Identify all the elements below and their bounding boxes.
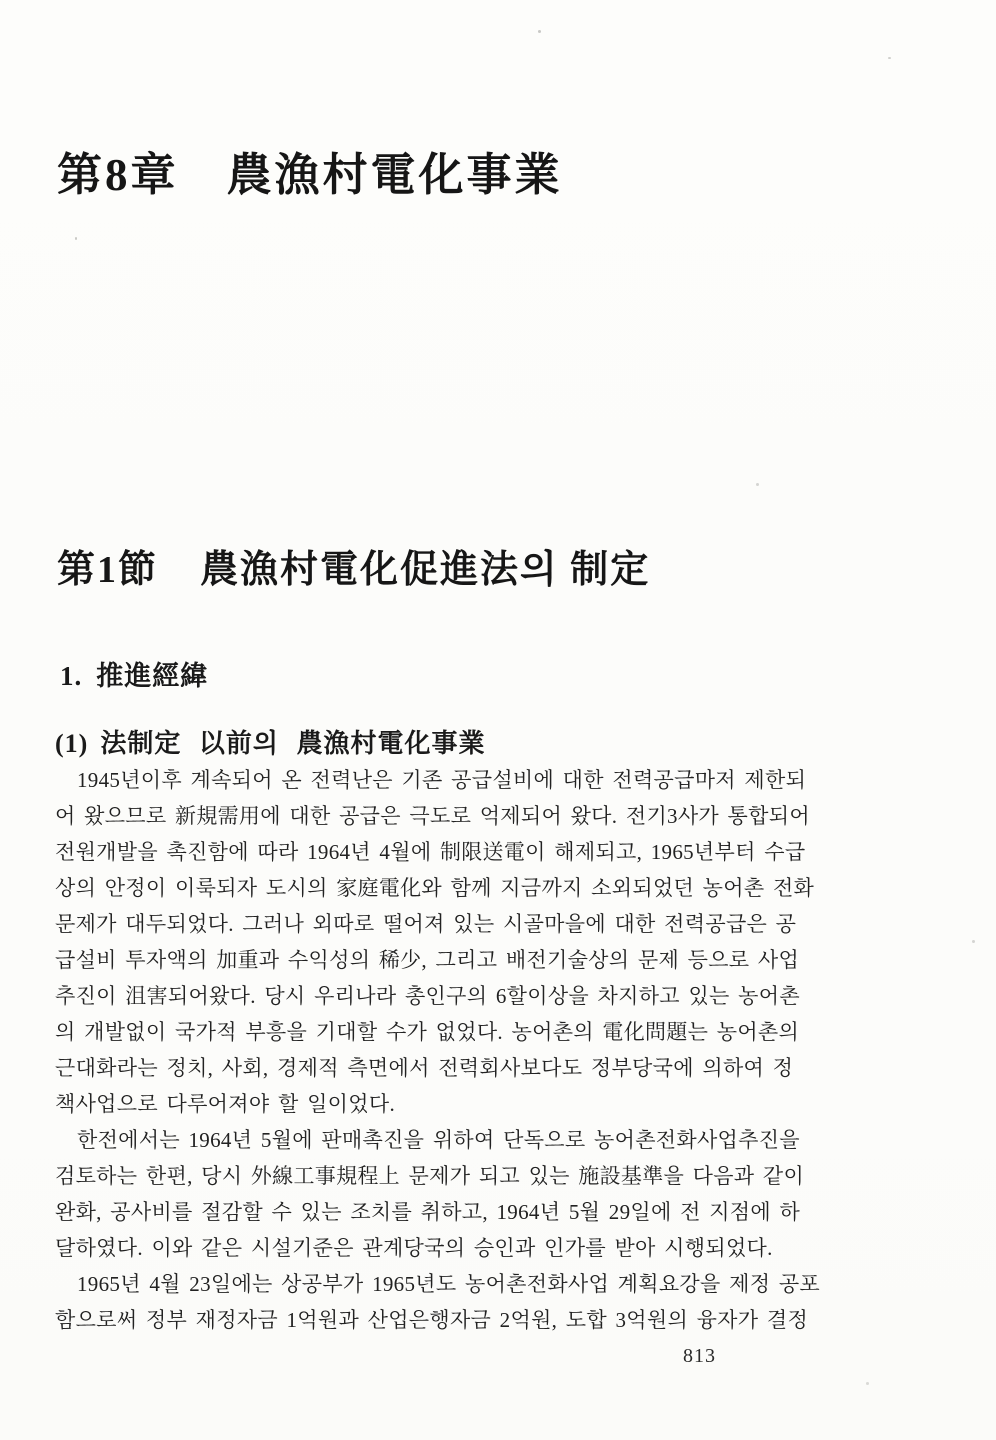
scan-speck bbox=[538, 30, 541, 33]
scan-speck bbox=[756, 483, 759, 486]
subsubsection-title: 法制定 以前의 農漁村電化事業 bbox=[100, 729, 486, 758]
subsubsection-heading bbox=[55, 723, 485, 760]
subsubsection-number: (1) bbox=[55, 729, 89, 758]
body-line: 한전에서는 1964년 5월에 판매촉진을 위하여 단독으로 농어촌전화사업추진을 bbox=[77, 1128, 800, 1152]
body-text bbox=[55, 762, 951, 1338]
subsection-title: 推進經緯 bbox=[96, 661, 209, 691]
page-number: 813 bbox=[683, 1345, 716, 1367]
body-line: 전원개발을 촉진함에 따라 1964년 4월에 制限送電이 해제되고, 1965년부터 수급 bbox=[55, 840, 806, 864]
section-title: 農漁村電化促進法의 制定 bbox=[200, 549, 651, 591]
body-paragraph bbox=[55, 762, 951, 1122]
body-line: 급설비 투자액의 加重과 수익성의 稀少, 그리고 배전기술상의 문제 등으로 사업 bbox=[55, 948, 800, 972]
body-line: 추진이 沮害되어왔다. 당시 우리나라 총인구의 6할이상을 차지하고 있는 농어촌 bbox=[55, 984, 800, 1008]
scan-speck bbox=[888, 57, 891, 59]
section-number: 第1節 bbox=[57, 549, 159, 591]
body-line: 1965년 4월 23일에는 상공부가 1965년도 농어촌전화사업 계획요강을 제정 공포 bbox=[77, 1272, 821, 1296]
body-paragraph bbox=[55, 1266, 951, 1338]
body-line: 어 왔으므로 新規需用에 대한 공급은 극도로 억제되어 왔다. 전기3사가 통합되어 bbox=[55, 804, 810, 828]
chapter-number: 第8章 bbox=[57, 150, 179, 200]
body-line: 책사업으로 다루어져야 할 일이었다. bbox=[55, 1092, 395, 1116]
body-line: 상의 안정이 이룩되자 도시의 家庭電化와 함께 지금까지 소외되었던 농어촌 전화 bbox=[55, 876, 815, 900]
scan-speck bbox=[866, 1382, 869, 1385]
body-line: 의 개발없이 국가적 부흥을 기대할 수가 없었다. 농어촌의 電化問題는 농어촌의 bbox=[55, 1020, 800, 1044]
scan-speck bbox=[75, 237, 77, 240]
chapter-title: 農漁村電化事業 bbox=[226, 150, 563, 200]
scan-speck bbox=[972, 940, 975, 943]
subsection-heading bbox=[60, 654, 208, 693]
body-line: 문제가 대두되었다. 그러나 외따로 떨어져 있는 시골마을에 대한 전력공급은 공 bbox=[55, 912, 797, 936]
body-line: 검토하는 한편, 당시 外線工事規程上 문제가 되고 있는 施設基準을 다음과 같이 bbox=[55, 1164, 805, 1188]
body-line: 완화, 공사비를 절감할 수 있는 조치를 취하고, 1964년 5월 29일에 전 지점에 하 bbox=[55, 1200, 801, 1224]
body-line: 함으로써 정부 재정자금 1억원과 산업은행자금 2억원, 도합 3억원의 융자가 결정 bbox=[55, 1308, 809, 1332]
body-paragraph bbox=[55, 1122, 951, 1266]
body-line: 1945년이후 계속되어 온 전력난은 기존 공급설비에 대한 전력공급마저 제한되 bbox=[77, 768, 807, 792]
chapter-heading bbox=[57, 138, 563, 203]
section-heading bbox=[57, 538, 650, 593]
body-line: 달하였다. 이와 같은 시설기준은 관계당국의 승인과 인가를 받아 시행되었다. bbox=[55, 1236, 773, 1260]
body-line: 근대화라는 정치, 사회, 경제적 측면에서 전력회사보다도 정부당국에 의하여 정 bbox=[55, 1056, 794, 1080]
subsection-number: 1. bbox=[60, 661, 83, 691]
